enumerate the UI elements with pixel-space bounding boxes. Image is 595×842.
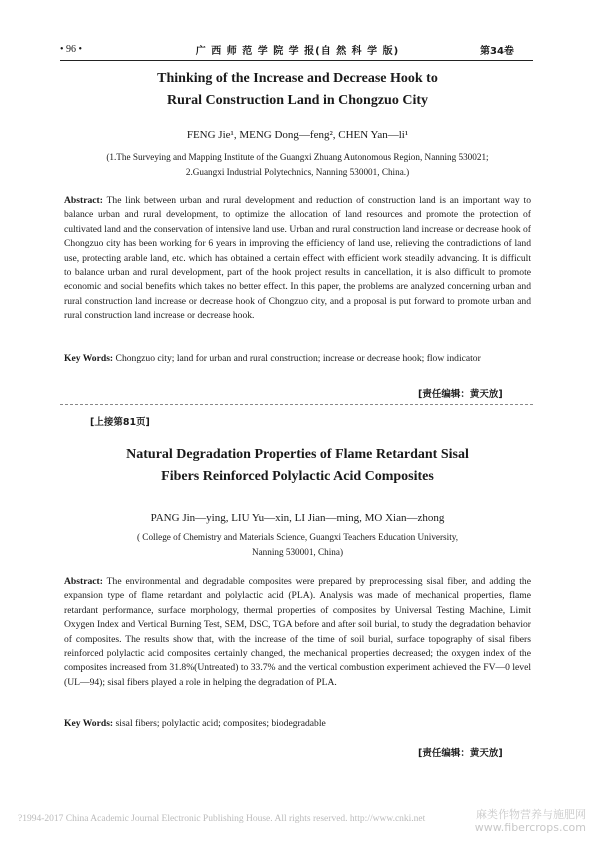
article-separator (60, 404, 533, 405)
article2-title: Natural Degradation Properties of Flame Retardant Sisal Fibers Reinforced Polylactic Acid Composites (126, 447, 469, 484)
article1-editor-note: [责任编辑：黄天放] (418, 389, 503, 400)
article2-affiliations: ( College of Chemistry and Materials Science, Guangxi Teachers Education University, Nanning 530001, China) (136, 532, 459, 557)
copyright-footer: ?1994-2017 China Academic Journal Electronic Publishing House. All rights reserved. http://www.cnki.net (18, 814, 426, 824)
article1-title: Thinking of the Increase and Decrease Hook to Rural Construction Land in Chongzuo City (157, 71, 438, 108)
article1-authors: FENG Jie¹, MENG Dong—feng², CHEN Yan—li¹ (186, 129, 409, 141)
article1-affiliations: (1.The Surveying and Mapping Institute of the Guangxi Zhuang Autonomous Region, Nanning 530021; 2.Guangxi Industrial Polytechnics, Nanning 530001, China.) (106, 152, 489, 177)
article2-abstract: Abstract: The environmental and degradable composites were prepared by preprocessing sisal fiber, and adding the expansion type of flame retardant and polylactic acid (PLA). Analysis was made of mechanical properties, flame retardant performance, surface morphology, thermal properties of composites by Universal Testing Machine, Limit Oxygen Index and Vertical Burning Test, SEM, DSC, TGA before and after soil burial, to study the degradation behavior of composites. The results show that, with the increase of the time of soil burial, surface topography of sisal fibers reinforced polylactic acid composites certainly changed, the mechanical properties decreased; the oxygen index of the composites increased from 31.8%(Untreated) to 33.7% and the vertical combustion experiment achieved the FV—0 level (UL—94); sisal fibers played a role in helping the degradation of PLA. (64, 576, 531, 688)
article2-editor-note: [责任编辑：黄天放] (418, 748, 503, 759)
site-watermark: 麻类作物营养与施肥网 www.fibercrops.com (474, 808, 586, 834)
article2-keywords: Key Words: sisal fibers; polylactic acid; composites; biodegradable (64, 718, 326, 729)
article1-abstract: Abstract: The link between urban and rural development and reduction of construction land is an important way to balance urban and rural development, to optimize the allocation of land resources and promote the protection of cultivated land and the conservation of intensive land use. Urban and rural construction land increase or decrease hook of Chongzuo city has been working for 6 years in improving the efficiency of land use, relieving the contradictions of land use, protecting arable land, etc. which has obtained a certain effect with efficient work steadily advancing. It is difficult to balance urban and rural development, part of the hook project results in cancellation, it is also difficult to promote economic and social benefits which takes no better effect. In this paper, the problems are analyzed concerning urban and rural construction land increase or decrease hook of Chongzuo city, and a proposal is put forward to promote urban and rural construction land increase or decrease hook. (64, 195, 531, 322)
page-number: • 96 • (60, 44, 83, 55)
header-rule (60, 60, 533, 61)
article2-authors: PANG Jin—ying, LIU Yu—xin, LI Jian—ming, MO Xian—zhong (150, 512, 445, 524)
article1-keywords: Key Words: Chongzuo city; land for urban and rural construction; increase or decrease hook; flow indicator (64, 353, 481, 364)
volume-number: 第34卷 (480, 46, 514, 57)
continued-note: [上接第81页] (90, 417, 150, 428)
journal-name: 广 西 师 范 学 院 学 报(自 然 科 学 版) (195, 46, 400, 57)
